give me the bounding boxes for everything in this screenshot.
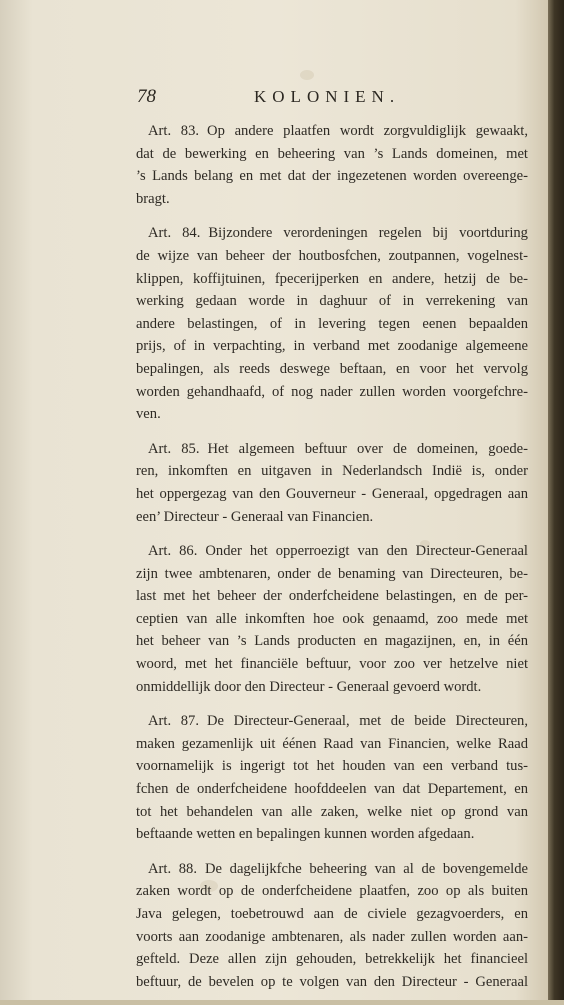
text-line: beftuur, de bevelen op te volgen van den Directeur - Generaal bbox=[136, 973, 528, 990]
text-line: voornamelijk is ingerigt tot het houden van een verband tus- bbox=[136, 758, 528, 775]
text-line: een’ Directeur - Generaal van Financien. bbox=[136, 508, 374, 525]
text-line: last met het beheer der onderfcheidene belastingen, en de per- bbox=[136, 588, 528, 605]
text-line: Art. 86. Onder het opperroezigt van den Directeur-Generaal bbox=[148, 543, 528, 560]
text-line: fchen de onderfcheidene hoofddeelen van dat Departement, en bbox=[136, 781, 528, 798]
article-84 bbox=[136, 222, 528, 425]
text-line: woord, met het financiële beftuur, voor zoo ver hetzelve niet bbox=[136, 656, 528, 673]
text-line: ven. bbox=[136, 406, 161, 423]
running-title: KOLONIEN. bbox=[254, 87, 401, 106]
article-label: Art. 84. bbox=[148, 225, 201, 242]
paper-stain bbox=[300, 70, 314, 80]
article-83 bbox=[136, 120, 528, 210]
text-line: ren, inkomften en uitgaven in Nederlandsch Indië is, onder bbox=[136, 463, 528, 480]
article-label: Art. 88. bbox=[148, 860, 197, 877]
text-line: ceptien van alle inkomften hoe ook genaamd, zoo mede met bbox=[136, 610, 528, 627]
text-line: Art. 84. Bijzondere verordeningen regelen bij voortduring bbox=[148, 225, 528, 242]
text-line: bragt. bbox=[136, 190, 170, 207]
book-spine-edge bbox=[548, 0, 564, 1000]
text-line: dat de bewerking en beheering van ’s Lands domeinen, met bbox=[136, 145, 528, 162]
article-label: Art. 83. bbox=[148, 123, 200, 139]
text-line: beftaande wetten en bepalingen kunnen worden afgedaan. bbox=[136, 826, 475, 843]
article-85 bbox=[136, 438, 528, 528]
text-line: klippen, koffijtuinen, fpecerijperken en andere, hetzij de be- bbox=[136, 270, 528, 287]
text-line: Art. 85. Het algemeen beftuur over de domeinen, goede- bbox=[148, 440, 528, 457]
text-line: bepalingen, als reeds deswege beftaan, en voor het vervolg bbox=[136, 360, 528, 377]
text-line: gefteld. Deze allen zijn gehouden, betrekkelijk het financieel bbox=[136, 951, 528, 968]
text-line: Art. 87. De Directeur-Generaal, met de beide Directeuren, bbox=[148, 713, 528, 730]
text-line: worden gehandhaafd, of nog nader zullen worden voorgefchre- bbox=[136, 383, 528, 400]
text-line: werking gedaan worde in daghuur of in verrekening van bbox=[136, 293, 528, 310]
text-line: andere belastingen, of in levering tegen eenen bepaalden bbox=[136, 315, 528, 332]
body-text bbox=[136, 120, 528, 1005]
page-number: 78 bbox=[137, 86, 156, 107]
page-header bbox=[137, 86, 527, 110]
text-line: Art. 83. Op andere plaatfen wordt zorgvuldiglijk gewaakt, bbox=[148, 123, 528, 139]
text-line: de wijze van beheer der houtbosfchen, zoutpannen, vogelnest- bbox=[136, 247, 528, 264]
text-line: zaken wordt op de onderfcheidene plaatfen, zoo op als buiten bbox=[136, 883, 528, 900]
text-line: onmiddellijk door den Directeur - Generaal gevoerd wordt. bbox=[136, 678, 482, 695]
text-line: het oppergezag van den Gouverneur - Generaal, opgedragen aan bbox=[136, 485, 528, 502]
article-87 bbox=[136, 710, 528, 846]
text-line: ’s Lands belang en met dat der ingezetenen worden overeenge- bbox=[136, 168, 528, 185]
text-line: prijs, of in verpachting, in verband met zoodanige algemeene bbox=[136, 338, 528, 355]
article-label: Art. 85. bbox=[148, 440, 200, 457]
article-88 bbox=[136, 858, 528, 994]
text-line: het beheer van ’s Lands producten en magazijnen, en, in één bbox=[136, 633, 528, 650]
text-line: voorts aan zoodanige ambtenaren, als nader zullen worden aan- bbox=[136, 928, 528, 945]
text-line: Java gelegen, toebetrouwd aan de civiele gezagvoerders, en bbox=[136, 906, 528, 922]
article-label: Art. 86. bbox=[148, 543, 198, 560]
text-line: Art. 88. De dagelijkfche beheering van al de bovengemelde bbox=[148, 860, 528, 877]
text-line: zijn twee ambtenaren, onder de benaming van Directeuren, be- bbox=[136, 565, 528, 582]
text-line: maken gezamenlijk uit éénen Raad van Financien, welke Raad bbox=[136, 735, 528, 752]
article-86 bbox=[136, 540, 528, 698]
text-line: tot het behandelen van alle zaken, welke niet op grond van bbox=[136, 803, 528, 820]
article-label: Art. 87. bbox=[148, 713, 199, 730]
